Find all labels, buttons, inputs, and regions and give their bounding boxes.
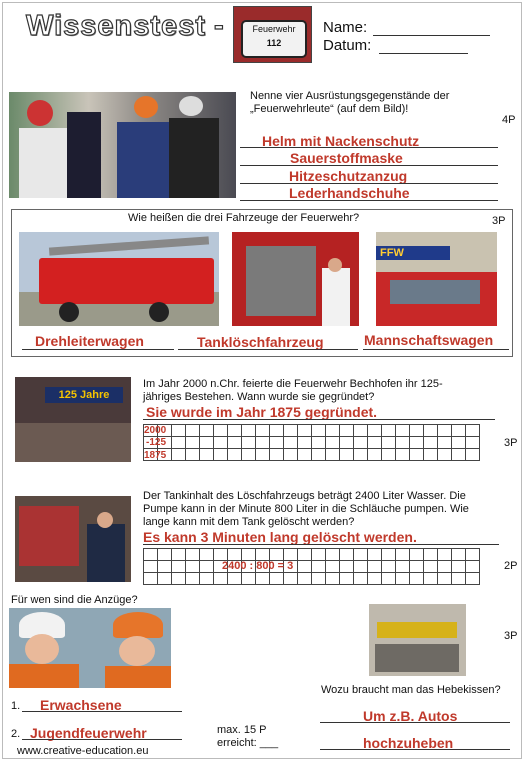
q3-calc-grid[interactable] [143, 424, 480, 461]
achieved-score[interactable]: erreicht: ___ [217, 737, 279, 749]
q5-number-2: 2. [11, 728, 21, 740]
date-field[interactable] [379, 53, 468, 54]
q4-question: Der Tankinhalt des Löschfahrzeugs beträgt 2400 Liter Wasser. Die Pumpe kann in der Minute 800 Liter in die Schläuche pumpen. Wie lange kann mit dem Tank gelöscht werden? [143, 490, 469, 528]
q3-answer-line[interactable] [143, 419, 495, 420]
q1-answer-line-2[interactable] [240, 165, 498, 166]
q2-points: 3P [492, 215, 506, 227]
q2-question: Wie heißen die drei Fahrzeuge der Feuerwehr? [128, 212, 360, 224]
q3-points: 3P [504, 437, 518, 449]
anniversary-banner: 125 Jahre [45, 387, 123, 403]
q1-points: 4P [502, 114, 516, 126]
q2-answer-line-3[interactable] [363, 349, 509, 350]
q1-answer-3: Hitzeschutzanzug [289, 168, 408, 184]
q2-answer-3: Mannschaftswagen [364, 332, 494, 348]
q4-answer: Es kann 3 Minuten lang gelöscht werden. [143, 529, 417, 545]
sign-text-line2: 112 [266, 38, 282, 48]
q3-answer: Sie wurde im Jahr 1875 gegründet. [146, 404, 378, 420]
q4-calc: 2400 : 800 = 3 [222, 560, 294, 572]
q3-calc-line-2: -125 [146, 437, 167, 448]
q3-question: Im Jahr 2000 n.Chr. feierte die Feuerwehr Bechhofen ihr 125-jähriges Bestehen. Wann wurde sie gegründet? [143, 378, 443, 403]
firefighters-equipment-photo [9, 92, 236, 198]
q3-calc-line-3: 1875 [144, 450, 167, 461]
crew-vehicle-photo [376, 232, 497, 326]
q6-answer-line-1[interactable] [320, 722, 510, 723]
q1-answer-line-3[interactable] [240, 183, 498, 184]
youth-firefighters-photo [9, 608, 171, 688]
q4-calc-grid[interactable] [143, 548, 480, 585]
q1-answer-2: Sauerstoffmaske [290, 150, 403, 166]
fire-brigade-sign [241, 20, 307, 58]
anniversary-celebration-photo [15, 377, 131, 462]
q3-calc-line-1: 2000 [144, 425, 167, 436]
lifting-cushion-photo [369, 604, 466, 676]
q2-answer-1: Drehleiterwagen [35, 333, 144, 349]
sign-text-line1: Feuerwehr [252, 24, 296, 34]
max-score: max. 15 P [217, 724, 267, 736]
aerial-ladder-truck-photo [19, 232, 219, 326]
fire-truck-pump-photo [15, 496, 131, 582]
q1-question: Nenne vier Ausrüstungsgegenstände der „Feuerwehrleute“ (auf dem Bild)! [250, 90, 450, 115]
q6-question: Wozu braucht man das Hebekissen? [321, 684, 501, 696]
q6-answer-1: Um z.B. Autos [363, 708, 458, 724]
q5-number-1: 1. [11, 700, 21, 712]
q5-answer-line-1[interactable] [22, 711, 182, 712]
q6-answer-line-2[interactable] [320, 749, 510, 750]
q4-points: 2P [504, 560, 518, 572]
footer-url: www.creative-education.eu [17, 745, 149, 757]
q1-answer-line-1[interactable] [240, 147, 498, 148]
name-field[interactable] [373, 35, 490, 36]
q6-answer-2: hochzuheben [363, 735, 454, 751]
q2-answer-line-2[interactable] [178, 349, 358, 350]
name-label: Name: [323, 19, 368, 36]
q5-question: Für wen sind die Anzüge? [11, 594, 138, 606]
title-dash: - [214, 10, 224, 42]
q2-answer-2: Tanklöschfahrzeug [197, 334, 324, 350]
fire-brigade-sign-photo [233, 6, 312, 63]
ffw-label: FFW [376, 246, 450, 260]
tanker-pump-photo [232, 232, 359, 326]
worksheet-title: Wissenstest [26, 10, 206, 42]
q5-answer-1: Erwachsene [40, 697, 122, 713]
q5-answer-2: Jugendfeuerwehr [30, 725, 147, 741]
q1-answer-1: Helm mit Nackenschutz [262, 133, 420, 149]
q4-answer-line[interactable] [143, 544, 499, 545]
date-label: Datum: [323, 37, 372, 54]
q2-answer-line-1[interactable] [22, 349, 174, 350]
q1-answer-4: Lederhandschuhe [289, 185, 410, 201]
q6-points: 3P [504, 630, 518, 642]
q1-answer-line-4[interactable] [240, 200, 498, 201]
q5-answer-line-2[interactable] [22, 739, 182, 740]
